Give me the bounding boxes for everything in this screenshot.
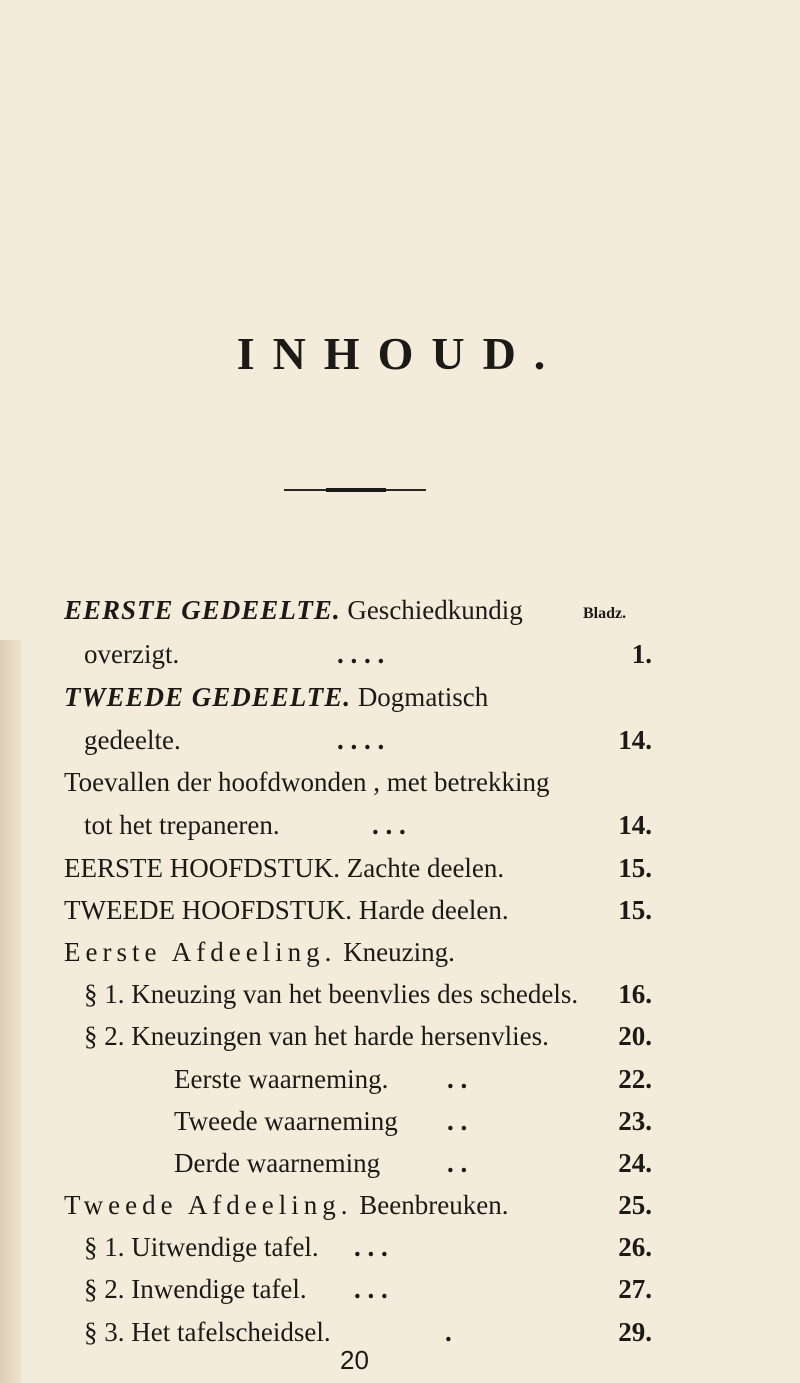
page-number: 15. — [618, 895, 652, 925]
leader-dots: . . . — [354, 1232, 388, 1262]
toc-entry: EERSTE HOOFDSTUK. Zachte deelen. — [64, 853, 505, 883]
toc-section — [64, 1185, 508, 1225]
leader-dots: . . . — [354, 1274, 388, 1304]
page-number: 15. — [618, 853, 652, 883]
toc-entry-part-1 — [64, 590, 523, 630]
toc-entry-part-2 — [64, 677, 488, 717]
signature-mark: 20 — [340, 1345, 369, 1375]
toc-entry: Eerste waarneming. — [174, 1064, 389, 1094]
toc-entry-continuation: tot het trepaneren. — [84, 810, 280, 840]
part-heading: TWEEDE GEDEELTE. — [64, 682, 352, 712]
page-number: 14. — [618, 725, 652, 755]
leader-dots: . . — [447, 1064, 468, 1094]
page-number: 24. — [618, 1148, 652, 1178]
page-number: 29. — [618, 1317, 652, 1347]
page-number: 20. — [618, 1021, 652, 1051]
toc-entry: TWEEDE HOOFDSTUK. Harde deelen. — [64, 895, 509, 925]
entry-text: Beenbreuken. — [352, 1190, 509, 1220]
page-number: 16. — [618, 979, 652, 1009]
toc-entry: § 1. Uitwendige tafel. — [84, 1232, 319, 1262]
page-number: 25. — [618, 1190, 652, 1220]
entry-text: Kneuzing. — [336, 937, 455, 967]
section-heading: Eerste Afdeeling. — [64, 937, 337, 967]
leader-dots: . . . . — [337, 725, 385, 755]
page-title: INHOUD. — [236, 328, 564, 379]
toc-entry: § 3. Het tafelscheidsel. — [84, 1317, 331, 1347]
section-heading: Tweede Afdeeling. — [64, 1190, 353, 1220]
toc-entry: Tweede waarneming — [174, 1106, 398, 1136]
toc-entry: Derde waarneming — [174, 1148, 381, 1178]
page-number: 14. — [618, 810, 652, 840]
entry-text: Geschiedkundig — [340, 595, 523, 625]
leader-dots: . . — [447, 1106, 468, 1136]
part-heading: EERSTE GEDEELTE. — [64, 595, 341, 625]
toc-entry: § 2. Inwendige tafel. — [84, 1274, 307, 1304]
leader-dots: . . . . — [337, 639, 385, 669]
toc-section — [64, 932, 455, 972]
entry-text: Dogmatisch — [351, 682, 489, 712]
page-column-header: Bladz. — [583, 605, 627, 622]
page-number: 26. — [618, 1232, 652, 1262]
page-number: 27. — [618, 1274, 652, 1304]
page-number: 1. — [631, 639, 652, 669]
toc-entry: § 1. Kneuzing van het beenvlies des schedels. — [84, 979, 579, 1009]
toc-entry-continuation: gedeelte. — [84, 725, 181, 755]
toc-entry: Toevallen der hoofdwonden , met betrekking — [64, 767, 550, 797]
page-number: 22. — [618, 1064, 652, 1094]
toc-entry-continuation: overzigt. — [84, 639, 180, 669]
leader-dots: . . — [447, 1148, 468, 1178]
leader-dots: . — [445, 1317, 452, 1347]
page-number: 23. — [618, 1106, 652, 1136]
toc-entry: § 2. Kneuzingen van het harde hersenvlies. — [84, 1021, 549, 1051]
leader-dots: . . . — [372, 810, 406, 840]
